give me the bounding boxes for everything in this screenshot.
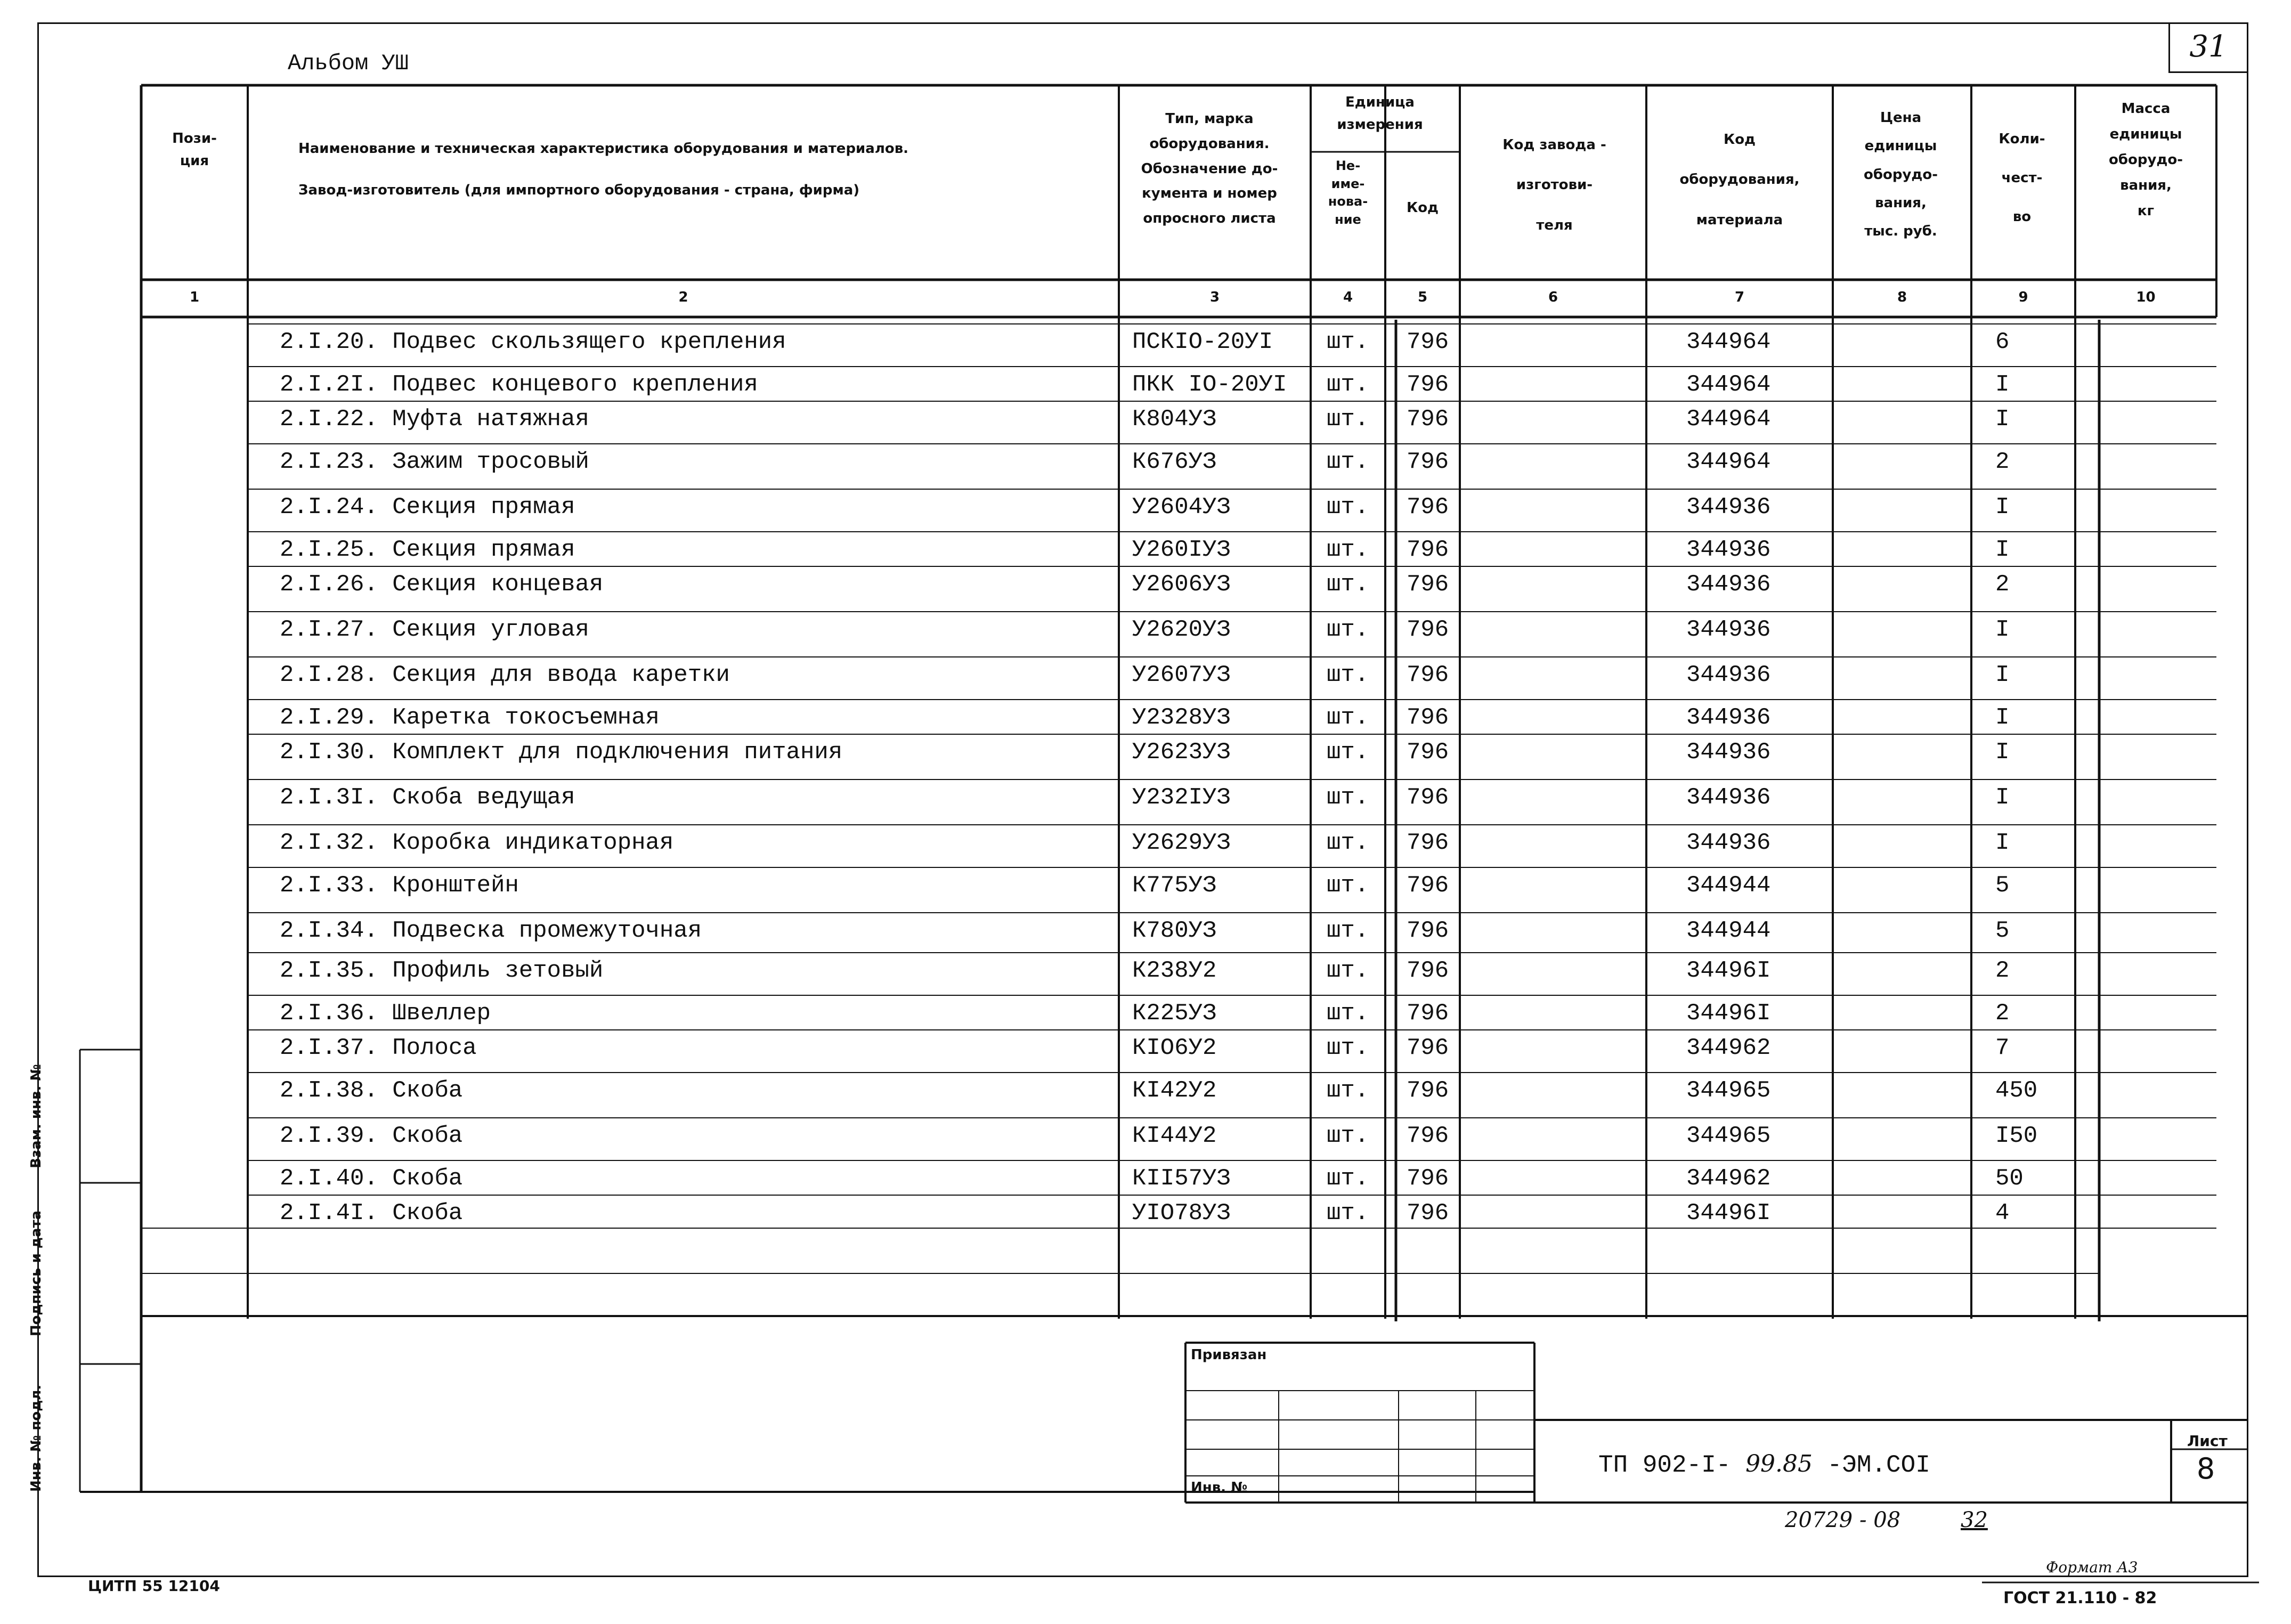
- item-name: 2.I.27. Секция угловая: [280, 616, 589, 643]
- item-quantity: 7: [1995, 1035, 2010, 1061]
- col10-header: Масса единицы оборудо- вания, кг: [2108, 101, 2183, 220]
- handwritten-note-2: 32: [1961, 1508, 1988, 1532]
- item-quantity: I: [1995, 662, 2010, 688]
- item-type: У2604УЗ: [1132, 494, 1231, 521]
- column-number: 10: [2136, 289, 2156, 305]
- item-unit: шт.: [1327, 830, 1369, 856]
- item-unit-code: 796: [1407, 371, 1449, 398]
- item-equipment-code: 34496I: [1686, 957, 1771, 984]
- item-unit-code: 796: [1407, 704, 1449, 731]
- item-quantity: 2: [1995, 449, 2010, 475]
- item-unit: шт.: [1327, 917, 1369, 944]
- sheet-label: Лист: [2187, 1432, 2228, 1450]
- item-unit-code: 796: [1407, 739, 1449, 766]
- item-unit-code: 796: [1407, 1000, 1449, 1027]
- item-name: 2.I.33. Кронштейн: [280, 872, 519, 899]
- item-type: У2623УЗ: [1132, 739, 1231, 766]
- item-unit: шт.: [1327, 662, 1369, 688]
- item-type: КIO6У2: [1132, 1035, 1217, 1061]
- item-equipment-code: 344936: [1686, 537, 1771, 563]
- item-type: ПСКIO-20УI: [1132, 329, 1273, 355]
- item-unit-code: 796: [1407, 537, 1449, 563]
- item-unit-code: 796: [1407, 571, 1449, 598]
- col5-header: Код: [1406, 200, 1439, 216]
- item-type: К225УЗ: [1132, 1000, 1217, 1027]
- item-unit-code: 796: [1407, 329, 1449, 355]
- item-equipment-code: 344965: [1686, 1077, 1771, 1104]
- column-number: 7: [1734, 289, 1745, 305]
- stamp-inv-label: Инв. №: [1191, 1480, 1248, 1496]
- side-label-vzam-inv: Взам. инв. №: [28, 1064, 44, 1168]
- item-equipment-code: 344964: [1686, 329, 1771, 355]
- document-number: ТП 902-I- 99.85 -ЭМ.COI: [1598, 1450, 1930, 1479]
- item-type: К804УЗ: [1132, 406, 1217, 433]
- item-equipment-code: 344964: [1686, 406, 1771, 433]
- item-type: У2607УЗ: [1132, 662, 1231, 688]
- item-equipment-code: 344965: [1686, 1123, 1771, 1149]
- item-unit: шт.: [1327, 1200, 1369, 1227]
- page-corner-number: 31: [2189, 29, 2228, 64]
- item-name: 2.I.20. Подвес скользящего крепления: [280, 329, 786, 355]
- item-unit: шт.: [1327, 784, 1369, 811]
- item-unit: шт.: [1327, 537, 1369, 563]
- column-number: 2: [678, 289, 688, 305]
- item-name: 2.I.40. Скоба: [280, 1165, 463, 1192]
- item-name: 2.I.24. Секция прямая: [280, 494, 575, 521]
- stamp-linked-label: Привязан: [1191, 1347, 1267, 1363]
- item-unit-code: 796: [1407, 1165, 1449, 1192]
- item-unit-code: 796: [1407, 830, 1449, 856]
- footer-citp: ЦИТП 55 12104: [88, 1577, 220, 1595]
- col9-header: Коли- чест- во: [1998, 131, 2045, 225]
- col7-header: Код оборудования, материала: [1679, 132, 1800, 228]
- item-unit: шт.: [1327, 494, 1369, 521]
- item-quantity: 50: [1995, 1165, 2024, 1192]
- item-quantity: I: [1995, 704, 2010, 731]
- item-quantity: 5: [1995, 872, 2010, 899]
- item-type: К676УЗ: [1132, 449, 1217, 475]
- item-unit-code: 796: [1407, 784, 1449, 811]
- album-label: Альбом УШ: [288, 51, 409, 76]
- item-unit-code: 796: [1407, 616, 1449, 643]
- item-unit: шт.: [1327, 872, 1369, 899]
- item-type: У2620УЗ: [1132, 616, 1231, 643]
- column-number: 4: [1343, 289, 1353, 305]
- item-type: У260IУЗ: [1132, 537, 1231, 563]
- item-unit: шт.: [1327, 571, 1369, 598]
- item-name: 2.I.37. Полоса: [280, 1035, 477, 1061]
- footer-gost: ГОСТ 21.110 - 82: [2003, 1589, 2157, 1607]
- item-unit: шт.: [1327, 1165, 1369, 1192]
- item-unit: шт.: [1327, 1035, 1369, 1061]
- item-unit-code: 796: [1407, 1077, 1449, 1104]
- item-quantity: I50: [1995, 1123, 2038, 1149]
- item-equipment-code: 344944: [1686, 872, 1771, 899]
- item-name: 2.I.28. Секция для ввода каретки: [280, 662, 730, 688]
- item-equipment-code: 34496I: [1686, 1000, 1771, 1027]
- col1-header: Пози- ция: [172, 131, 217, 169]
- item-unit: шт.: [1327, 957, 1369, 984]
- item-equipment-code: 344936: [1686, 494, 1771, 521]
- item-type: УIO78УЗ: [1132, 1200, 1231, 1227]
- item-quantity: I: [1995, 537, 2010, 563]
- item-unit-code: 796: [1407, 1200, 1449, 1227]
- item-unit: шт.: [1327, 329, 1369, 355]
- item-unit-code: 796: [1407, 917, 1449, 944]
- item-unit: шт.: [1327, 1000, 1369, 1027]
- column-number: 9: [2018, 289, 2028, 305]
- col3-header: Тип, марка оборудования. Обозначение до- кумента и номер опросного листа: [1141, 111, 1278, 227]
- item-quantity: 450: [1995, 1077, 2038, 1104]
- item-name: 2.I.30. Комплект для подключения питания: [280, 739, 843, 766]
- item-equipment-code: 344936: [1686, 830, 1771, 856]
- item-name: 2.I.34. Подвеска промежуточная: [280, 917, 702, 944]
- item-unit-code: 796: [1407, 662, 1449, 688]
- col6-header: Код завода - изготови- теля: [1502, 137, 1606, 233]
- item-name: 2.I.35. Профиль зетовый: [280, 957, 604, 984]
- item-quantity: I: [1995, 739, 2010, 766]
- item-name: 2.I.25. Секция прямая: [280, 537, 575, 563]
- item-type: У2328УЗ: [1132, 704, 1231, 731]
- item-quantity: I: [1995, 406, 2010, 433]
- item-name: 2.I.32. Коробка индикаторная: [280, 830, 674, 856]
- item-equipment-code: 344936: [1686, 571, 1771, 598]
- item-equipment-code: 344936: [1686, 616, 1771, 643]
- item-quantity: I: [1995, 830, 2010, 856]
- item-unit: шт.: [1327, 1123, 1369, 1149]
- footer-format: Формат А3: [2046, 1558, 2138, 1576]
- sheet-number: 8: [2196, 1452, 2215, 1485]
- item-unit-code: 796: [1407, 494, 1449, 521]
- item-unit-code: 796: [1407, 957, 1449, 984]
- column-number: 8: [1897, 289, 1907, 305]
- item-type: У2629УЗ: [1132, 830, 1231, 856]
- item-quantity: I: [1995, 494, 2010, 521]
- item-equipment-code: 344936: [1686, 704, 1771, 731]
- item-type: К775УЗ: [1132, 872, 1217, 899]
- item-equipment-code: 344962: [1686, 1165, 1771, 1192]
- side-label-inv-podl: Инв. № подл.: [28, 1384, 44, 1492]
- item-unit-code: 796: [1407, 449, 1449, 475]
- item-type: КI44У2: [1132, 1123, 1217, 1149]
- item-quantity: 5: [1995, 917, 2010, 944]
- item-unit: шт.: [1327, 616, 1369, 643]
- col4-header: Не- име- нова- ние: [1328, 158, 1368, 227]
- item-unit: шт.: [1327, 406, 1369, 433]
- item-unit: шт.: [1327, 739, 1369, 766]
- column-number: 1: [189, 289, 200, 305]
- item-name: 2.I.23. Зажим тросовый: [280, 449, 589, 475]
- item-name: 2.I.38. Скоба: [280, 1077, 463, 1104]
- item-quantity: I: [1995, 616, 2010, 643]
- item-unit-code: 796: [1407, 1035, 1449, 1061]
- item-equipment-code: 344936: [1686, 784, 1771, 811]
- column-number: 3: [1209, 289, 1220, 305]
- item-quantity: I: [1995, 371, 2010, 398]
- item-quantity: 4: [1995, 1200, 2010, 1227]
- item-type: К780УЗ: [1132, 917, 1217, 944]
- item-name: 2.I.4I. Скоба: [280, 1200, 463, 1227]
- item-type: У232IУЗ: [1132, 784, 1231, 811]
- item-name: 2.I.39. Скоба: [280, 1123, 463, 1149]
- item-type: КI42У2: [1132, 1077, 1217, 1104]
- item-unit: шт.: [1327, 704, 1369, 731]
- item-unit-code: 796: [1407, 1123, 1449, 1149]
- item-type: ПКК IO-20УI: [1132, 371, 1287, 398]
- unit-group-header: Единица измерения: [1337, 94, 1423, 133]
- item-type: КII57УЗ: [1132, 1165, 1231, 1192]
- item-unit-code: 796: [1407, 872, 1449, 899]
- column-number: 5: [1417, 289, 1428, 305]
- handwritten-note: 20729 - 08: [1785, 1508, 1901, 1532]
- item-name: 2.I.22. Муфта натяжная: [280, 406, 589, 433]
- item-equipment-code: 344962: [1686, 1035, 1771, 1061]
- item-equipment-code: 344964: [1686, 449, 1771, 475]
- item-equipment-code: 344936: [1686, 662, 1771, 688]
- item-type: У2606УЗ: [1132, 571, 1231, 598]
- item-unit-code: 796: [1407, 406, 1449, 433]
- item-unit: шт.: [1327, 371, 1369, 398]
- item-name: 2.I.26. Секция концевая: [280, 571, 604, 598]
- item-name: 2.I.36. Швеллер: [280, 1000, 491, 1027]
- item-name: 2.I.2I. Подвес концевого крепления: [280, 371, 758, 398]
- side-label-signature-date: Подпись и дата: [28, 1210, 44, 1337]
- item-equipment-code: 344964: [1686, 371, 1771, 398]
- col2-header: Наименование и техническая характеристика оборудования и материалов. Завод-изготовитель (для импортного оборудования - страна, фирма): [298, 141, 909, 198]
- item-quantity: 6: [1995, 329, 2010, 355]
- item-equipment-code: 34496I: [1686, 1200, 1771, 1227]
- item-name: 2.I.29. Каретка токосъемная: [280, 704, 660, 731]
- item-type: К238У2: [1132, 957, 1217, 984]
- item-quantity: 2: [1995, 571, 2010, 598]
- item-quantity: I: [1995, 784, 2010, 811]
- item-unit: шт.: [1327, 1077, 1369, 1104]
- column-number: 6: [1548, 289, 1558, 305]
- item-name: 2.I.3I. Скоба ведущая: [280, 784, 575, 811]
- item-unit: шт.: [1327, 449, 1369, 475]
- item-quantity: 2: [1995, 957, 2010, 984]
- item-equipment-code: 344944: [1686, 917, 1771, 944]
- item-equipment-code: 344936: [1686, 739, 1771, 766]
- col8-header: Цена единицы оборудо- вания, тыс. руб.: [1863, 110, 1938, 240]
- item-quantity: 2: [1995, 1000, 2010, 1027]
